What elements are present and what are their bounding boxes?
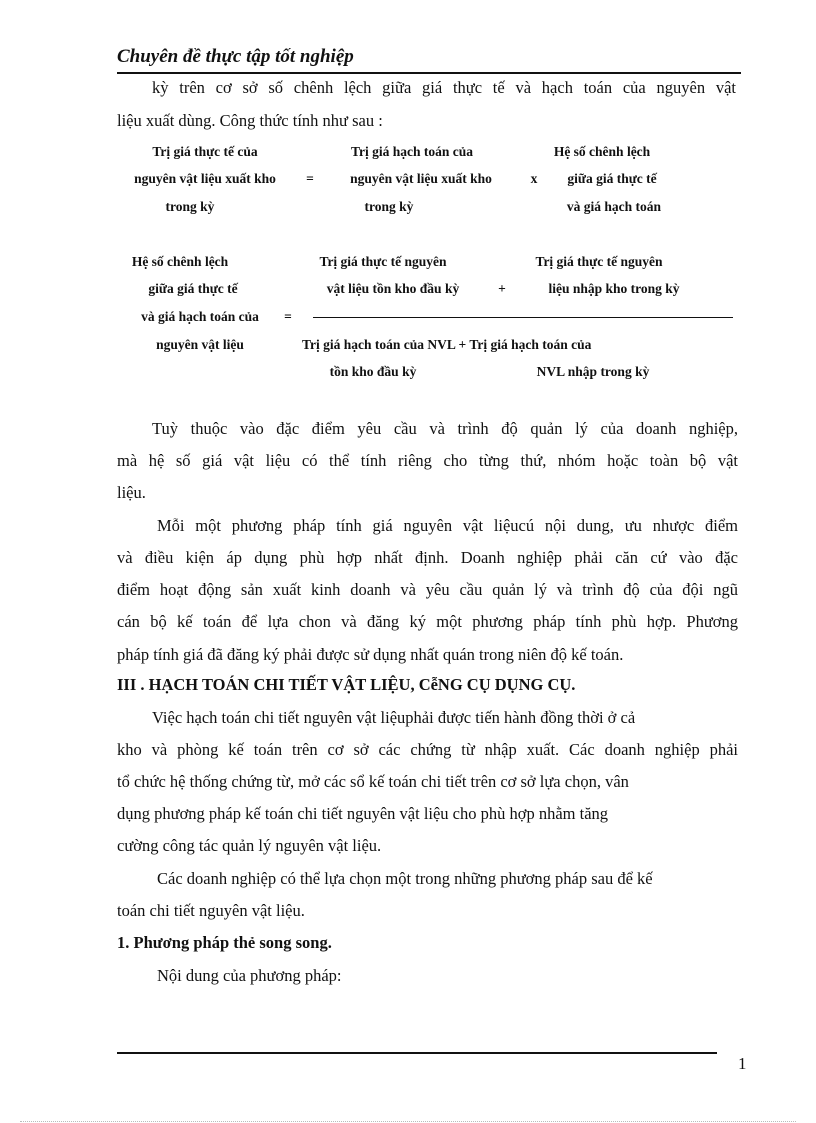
formula1-left-3: trong kỳ (165, 199, 215, 214)
para3-line-2: kho và phòng kế toán trên cơ sở các chứng từ nhập xuất. Các doanh nghiệp phải (117, 740, 738, 759)
formula1-right-1: Hệ số chênh lệch (553, 144, 651, 159)
formula2-num-b-2: liệu nhập kho trong kỳ (548, 281, 680, 296)
para3-line-5: cường công tác quản lý nguyên vật liệu. (117, 836, 382, 855)
para3-line-3: tổ chức hệ thống chứng từ, mở các sổ kế toán chi tiết trên cơ sở lựa chọn, vân (117, 772, 629, 791)
page-number: 1 (738, 1054, 747, 1073)
formula1-multiply: x (530, 171, 538, 186)
formula2-num-a-1: Trị giá thực tế nguyên (319, 254, 447, 269)
formula2-num-b-1: Trị giá thực tế nguyên (535, 254, 663, 269)
header-title: Chuyên đề thực tập tốt nghiệp (117, 46, 354, 67)
para1-line-3: liệu. (117, 483, 146, 502)
para1-line-2: mà hệ số giá vật liệu có thể tính riêng cho từng thứ, nhóm hoặc toàn bộ vật (117, 451, 738, 470)
formula2-den-line-1: Trị giá hạch toán của NVL + Trị giá hạch toán của (302, 337, 592, 352)
para3-line-1: Việc hạch toán chi tiết nguyên vật liệuphải được tiến hành đồng thời ở cả (152, 708, 636, 727)
formula2-num-a-2: vật liệu tồn kho đầu kỳ (326, 281, 460, 296)
para2-line-2: và điều kiện áp dụng phù hợp nhất định. Doanh nghiệp phải căn cứ vào đặc (117, 548, 738, 567)
formula2-left-1: Hệ số chênh lệch (131, 254, 229, 269)
formula2-equals: = (284, 309, 292, 324)
para4-line-2: toán chi tiết nguyên vật liệu. (117, 901, 305, 920)
header-rule (117, 72, 741, 74)
footer-rule (117, 1052, 717, 1054)
formula2-den-a-2: tồn kho đầu kỳ (329, 364, 417, 379)
formula1-middle-2: nguyên vật liệu xuất kho (350, 171, 492, 186)
formula1-equals: = (306, 171, 314, 186)
formula1-middle-3: trong kỳ (364, 199, 414, 214)
formula1-left-1: Trị giá thực tế của (152, 144, 258, 159)
formula1-middle-1: Trị giá hạch toán của (350, 144, 473, 159)
formula2-left-3: và giá hạch toán của (141, 309, 259, 324)
formula1-left-2: nguyên vật liệu xuất kho (134, 171, 276, 186)
intro-line-2: liệu xuất dùng. Công thức tính như sau : (117, 111, 383, 130)
para2-line-1: Mỗi một phương pháp tính giá nguyên vật liệucú nội dung, ưu nhược điểm (157, 516, 738, 535)
para5-line-1: Nội dung của phương pháp: (157, 966, 342, 985)
page-edge-dotted-line (20, 1121, 796, 1122)
intro-line-1: kỳ trên cơ sở số chênh lệch giữa giá thực tế và hạch toán của nguyên vật (152, 78, 736, 97)
para4-line-1: Các doanh nghiệp có thể lựa chọn một trong những phương pháp sau để kế (157, 869, 653, 888)
fraction-bar (313, 317, 733, 318)
formula2-left-4: nguyên vật liệu (156, 337, 244, 352)
para3-line-4: dụng phương pháp kế toán chi tiết nguyên vật liệu cho phù hợp nhằm tăng (117, 804, 609, 823)
subsection-heading-1: 1. Phương pháp thẻ song song. (117, 933, 332, 952)
section-heading-3: III . HẠCH TOÁN CHI TIẾT VẬT LIỆU, CễNG CỤ DỤNG CỤ. (117, 675, 576, 694)
para2-line-4: cán bộ kế toán để lựa chon và đăng ký một phương pháp tính phù hợp. Phương (117, 612, 738, 631)
para1-line-1: Tuỳ thuộc vào đặc điểm yêu cầu và trình độ quản lý của doanh nghiệp, (152, 419, 738, 438)
formula1-right-2: giữa giá thực tế (567, 171, 657, 186)
para2-line-5: pháp tính giá đã đăng ký phải được sử dụng nhất quán trong niên độ kế toán. (117, 645, 624, 664)
formula2-den-b-2: NVL nhập trong kỳ (536, 364, 650, 379)
formula1-right-3: và giá hạch toán (566, 199, 662, 214)
formula2-num-plus: + (498, 281, 506, 296)
formula2-left-2: giữa giá thực tế (148, 281, 238, 296)
para2-line-3: điểm hoạt động sản xuất kinh doanh và yêu cầu quản lý và trình độ của đội ngũ (117, 580, 738, 599)
